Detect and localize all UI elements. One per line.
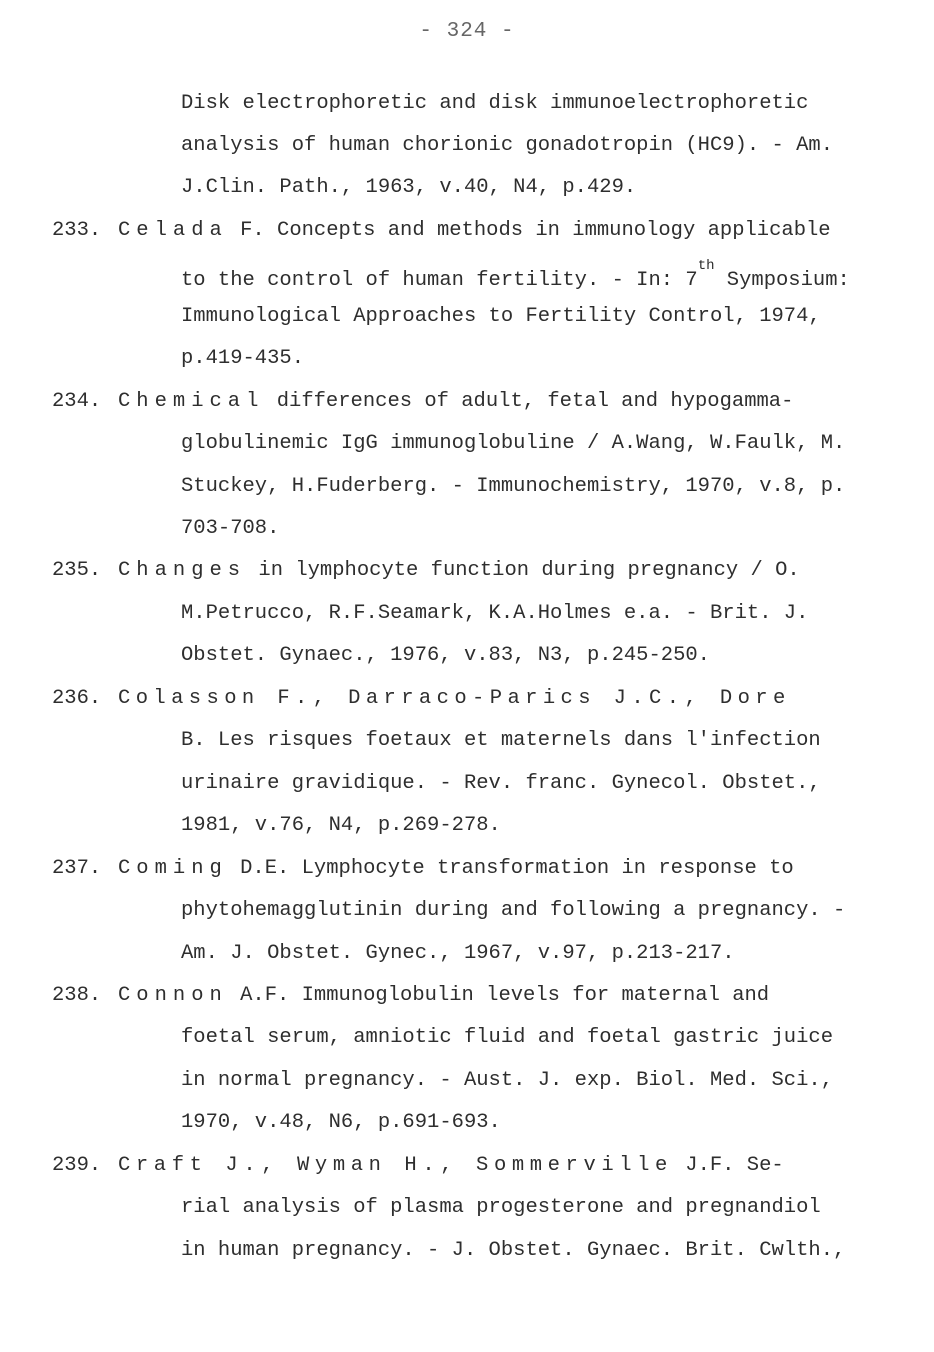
reference-number: 239. [52, 1154, 102, 1177]
author-name: Changes [118, 559, 247, 582]
text-line: urinaire gravidique. - Rev. franc. Gynecol. Obstet., [181, 772, 821, 795]
text-line: to the control of human fertility. - In: 7th Symposium: [181, 258, 850, 292]
text-line: in normal pregnancy. - Aust. J. exp. Biol. Med. Sci., [181, 1069, 834, 1092]
reference-number: 236. [52, 687, 102, 710]
reference-number: 235. [52, 559, 102, 582]
reference-number: 237. [52, 857, 102, 880]
reference-first-line [118, 685, 791, 713]
author-name: Chemical [118, 390, 265, 413]
reference-number: 233. [52, 219, 102, 242]
reference-number: 238. [52, 984, 102, 1007]
text-line: 703-708. [181, 517, 280, 540]
text-line: Disk electrophoretic and disk immunoelectrophoretic [181, 92, 809, 115]
text-line: Am. J. Obstet. Gynec., 1967, v.97, p.213-217. [181, 942, 735, 965]
text-line: analysis of human chorionic gonadotropin (HC9). - Am. [181, 134, 834, 157]
reference-number: 234. [52, 390, 102, 413]
author-name: Connon [118, 984, 228, 1007]
text-line: J.Clin. Path., 1963, v.40, N4, p.429. [181, 176, 637, 199]
text-line: p.419-435. [181, 347, 305, 370]
text-line: B. Les risques foetaux et maternels dans l'infection [181, 729, 821, 752]
text-line: rial analysis of plasma progesterone and pregnandiol [181, 1196, 821, 1219]
author-name: Coming [118, 857, 228, 880]
reference-first-line: Connon A.F. Immunoglobulin levels for maternal and [118, 984, 770, 1007]
superscript: th [697, 258, 715, 274]
text-line: foetal serum, amniotic fluid and foetal gastric juice [181, 1026, 834, 1049]
page-number: - 324 - [419, 20, 515, 43]
text-line: 1981, v.76, N4, p.269-278. [181, 814, 501, 837]
reference-first-line: Changes in lymphocyte function during pregnancy / O. [118, 559, 800, 582]
text-line: M.Petrucco, R.F.Seamark, K.A.Holmes e.a. - Brit. J. [181, 602, 809, 625]
text-line: Obstet. Gynaec., 1976, v.83, N3, p.245-250. [181, 644, 710, 667]
text-line: Stuckey, H.Fuderberg. - Immunochemistry, 1970, v.8, p. [181, 475, 846, 498]
reference-first-line: Celada F. Concepts and methods in immunology applicable [118, 219, 831, 242]
author-name: Colasson F., Darraco-Parics J.C., Dore [118, 687, 791, 710]
text-line: globulinemic IgG immunoglobuline / A.Wang, W.Faulk, M. [181, 432, 846, 455]
reference-first-line: Coming D.E. Lymphocyte transformation in response to [118, 857, 794, 880]
text-line: in human pregnancy. - J. Obstet. Gynaec. Brit. Cwlth., [181, 1239, 846, 1262]
reference-first-line: Craft J., Wyman H., Sommerville J.F. Se- [118, 1154, 784, 1177]
author-name: Celada [118, 219, 228, 242]
reference-first-line: Chemical differences of adult, fetal and hypogamma- [118, 390, 794, 413]
text-line: Immunological Approaches to Fertility Control, 1974, [181, 305, 821, 328]
text-line: phytohemagglutinin during and following a pregnancy. - [181, 899, 846, 922]
author-name: Craft J., Wyman H., Sommerville [118, 1154, 673, 1177]
text-line: 1970, v.48, N6, p.691-693. [181, 1111, 501, 1134]
